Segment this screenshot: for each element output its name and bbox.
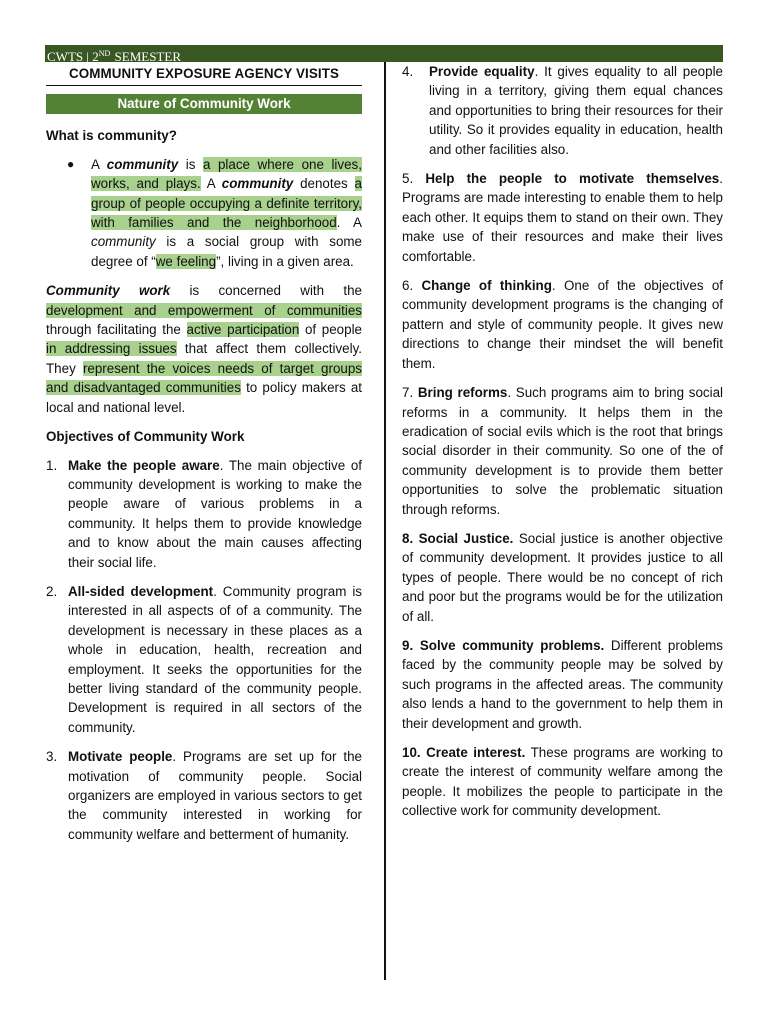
right-column (402, 62, 723, 831)
header-bar (45, 45, 723, 62)
objective-item-8: 8. Social Justice. Social justice is another objective of community development. It provides justice to all types of people. There would be no concept of rich and poor but the programs would be for the utilization of all. (402, 530, 723, 624)
objective-item-7: 7. Bring reforms. Such programs aim to bring social reforms in a community. It helps them in the eradication of social evils which is the root that brings social disorder in their community. So one of the of community development is to provide them better opportunities to solve the problematic situation through reforms. (402, 385, 723, 517)
column-divider (384, 62, 386, 980)
objective-item-4: 4. Provide equality. It gives equality to all people living in a territory, giving them equal chances and opportunities to bring their resources for their utility. So it provides equality in education, health and other facilities also. (402, 64, 723, 157)
bullet-dot-icon: ● (67, 156, 75, 171)
community-definition-bullet: ● A community is a place where one lives, works, and plays. A community denotes a group of people occupying a definite territory, with families and the neighborhood. A community is a social group with some degree of “we feeling”, living in a given area. (67, 156, 362, 269)
objective-item-6: 6. Change of thinking. One of the objectives of community development programs is the changing of pattern and style of community people. It gives new directions to change their mindset the will benefit them. (402, 278, 723, 371)
objective-item-5: 5. Help the people to motivate themselves. Programs are made interesting to enable them to help each other. It equips them to stand on their own. They make use of their resources and make their lives comfortable. (402, 171, 723, 264)
objective-item-10: 10. Create interest. These programs are working to create the interest of community welfare among the people. It mobilizes the people to participate in the collective work for community development. (402, 745, 723, 819)
objective-item-3: 3. Motivate people. Programs are set up for the motivation of community people. Social organizers are employed in various sectors to get the community interested in working for community welfare and betterment of humanity. (46, 749, 362, 842)
objective-item-2: 2. All-sided development. Community program is interested in all aspects of of a community. The development is necessary in these places as a whole in education, health, recreation and employment. It seeks the opportunities for the better living standard of the community people. Development is required in all sectors of the community. (46, 583, 362, 735)
community-work-paragraph: Community work is concerned with the development and empowerment of communities through facilitating the active participation of people in addressing issues that affect them collectively. They represent the voices needs of target groups and disadvantaged communities to policy makers at local and national level. (46, 283, 363, 415)
objectives-heading: Objectives of Community Work (46, 429, 245, 445)
header-text: CWTS | 2ND SEMESTER (47, 49, 181, 64)
what-is-community-heading: What is community? (46, 128, 177, 144)
section-bar: Nature of Community Work (46, 94, 362, 114)
objective-item-9: 9. Solve community problems. Different problems faced by the community people may be solved by such programs in the affected areas. The community also lends a hand to the government to help them in their development and growth. (402, 637, 723, 731)
objective-item-1: 1. Make the people aware. The main objective of community development is working to make the people aware of various problems in a community. It helps them to provide knowledge and to know about the main causes affecting their social life. (46, 457, 362, 570)
document-title: COMMUNITY EXPOSURE AGENCY VISITS (46, 62, 362, 86)
left-column (46, 62, 362, 854)
